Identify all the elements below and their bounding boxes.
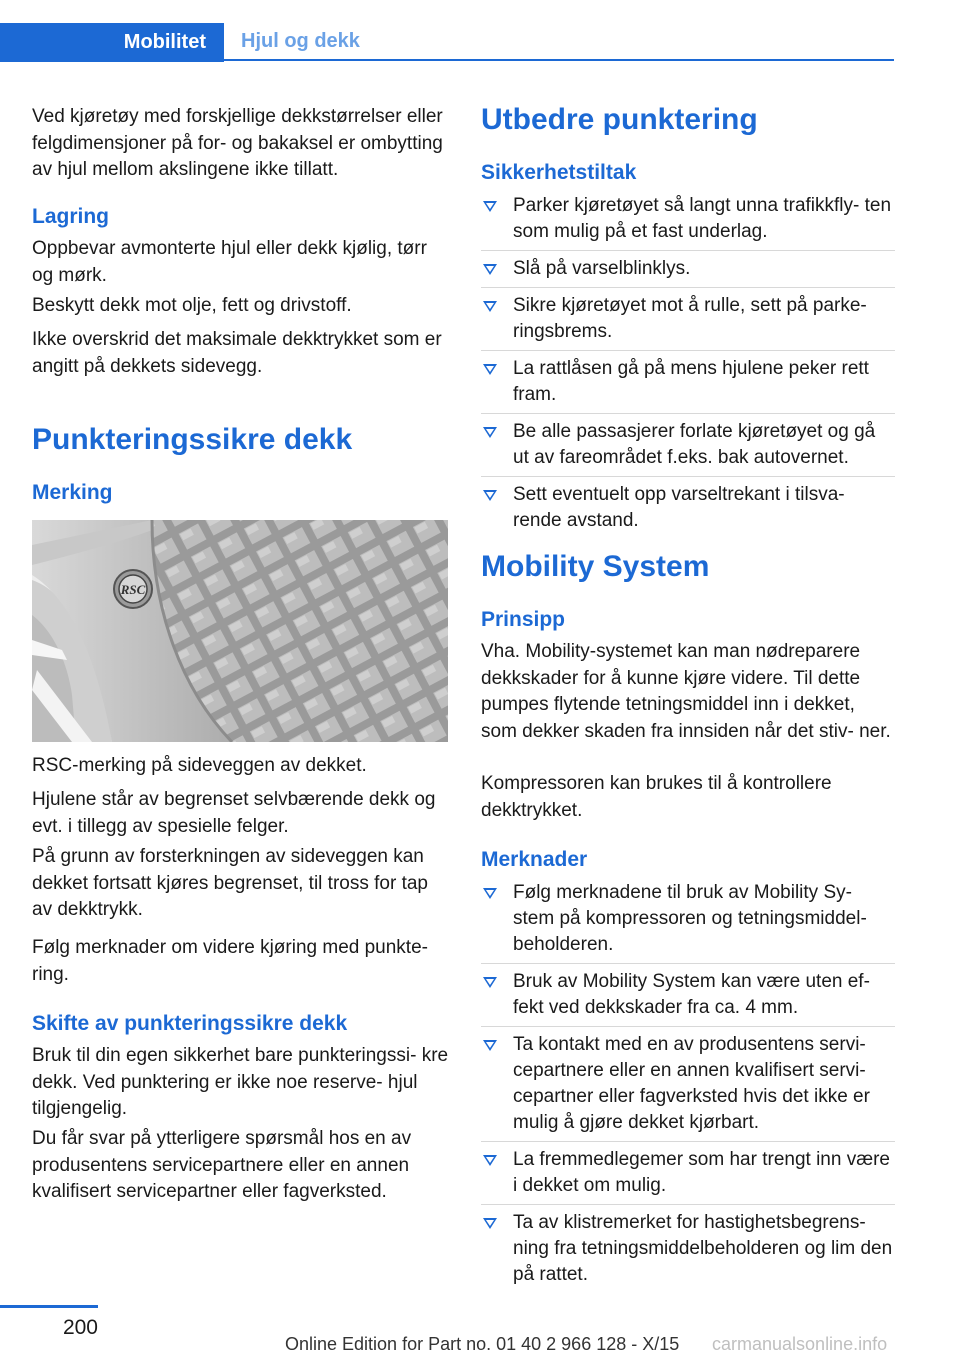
image-caption: RSC-merking på sideveggen av dekket.: [32, 755, 367, 776]
paragraph-hjulene: Hjulene står av begrenset selvbærende dekk og evt. i tillegg av spesielle felger.: [32, 789, 436, 837]
triangle-bullet-icon: [483, 490, 497, 501]
list-item: Parker kjøretøyet så langt unna trafikkfly‐ ten som mulig på et fast underlag.: [481, 188, 895, 251]
edition-text: Online Edition for Part no. 01 40 2 966 128 - X/15: [285, 1334, 680, 1354]
heading-lagring: Lagring: [32, 205, 109, 228]
list-item: La rattlåsen gå på mens hjulene peker rett fram.: [481, 351, 895, 414]
watermark-text: carmanualsonline.info: [712, 1334, 888, 1354]
heading-mobility-system: Mobility System: [481, 550, 710, 583]
triangle-bullet-icon: [483, 264, 497, 275]
list-item: Følg merknadene til bruk av Mobility Sy‐ stem på kompressoren og tetningsmiddel‐ beholderen.: [481, 875, 895, 964]
paragraph-pa-grunn: På grunn av forsterkningen av sideveggen kan dekket fortsatt kjøres begrenset, til tross for tap av dekktrykk.: [32, 846, 428, 920]
lagring-paragraph-1: Oppbevar avmonterte hjul eller dekk kjølig, tørr og mørk.: [32, 238, 427, 286]
lagring-paragraph-3: Ikke overskrid det maksimale dekktrykket som er angitt på dekkets sidevegg.: [32, 329, 442, 377]
paragraph-bruk: Bruk til din egen sikkerhet bare punkteringssi‐ kre dekk. Ved punktering er ikke noe reserve‐ hjul tilgjengelig.: [32, 1045, 449, 1119]
subsection-title: Hjul og dekk: [241, 30, 360, 52]
heading-merking: Merking: [32, 481, 113, 504]
svg-text:RSC: RSC: [120, 582, 146, 597]
rsc-tire-image: [32, 520, 448, 742]
list-item: Sett eventuelt opp varseltrekant i tilsva‐ rende avstand.: [481, 477, 895, 539]
heading-punkteringssikre-dekk: Punkteringssikre dekk: [32, 423, 353, 456]
triangle-bullet-icon: [483, 1040, 497, 1051]
rsc-logo: [114, 570, 152, 608]
footer-rule: [0, 1305, 98, 1308]
list-item: La fremmedlegemer som har trengt inn være i dekket om mulig.: [481, 1142, 895, 1205]
triangle-bullet-icon: [483, 977, 497, 988]
section-tab-mobilitet: [0, 23, 224, 62]
paragraph-folg-merknader: Følg merknader om videre kjøring med punkte‐ ring.: [32, 937, 428, 985]
list-item: Slå på varselblinklys.: [481, 251, 895, 288]
heading-merknader: Merknader: [481, 848, 588, 871]
triangle-bullet-icon: [483, 888, 497, 899]
heading-prinsipp: Prinsipp: [481, 608, 566, 631]
paragraph-kompressoren: Kompressoren kan brukes til å kontrollere dekktrykket.: [481, 773, 832, 821]
triangle-bullet-icon: [483, 427, 497, 438]
page-number: 200: [62, 1316, 98, 1339]
header-rule: [224, 59, 894, 61]
intro-paragraph: Ved kjøretøy med forskjellige dekkstørrelser eller felgdimensjoner på for- og bakaksel er ombytting av hjul mellom akslingene ikke tillatt.: [32, 106, 443, 180]
triangle-bullet-icon: [483, 201, 497, 212]
triangle-bullet-icon: [483, 1218, 497, 1229]
triangle-bullet-icon: [483, 301, 497, 312]
list-item: Ta av klistremerket for hastighetsbegrens‐ ning fra tetningsmiddelbeholderen og lim den på rattet.: [481, 1205, 895, 1293]
sikkerhetstiltak-list: [481, 188, 895, 539]
list-item: Sikre kjøretøyet mot å rulle, sett på parke‐ ringsbrems.: [481, 288, 895, 351]
paragraph-vha: Vha. Mobility-systemet kan man nødreparere dekkskader for å kunne kjøre videre. Til dette pumpes flytende tetningsmiddel inn i dekket, som dekker skaden fra innsiden når det stiv‐ ner.: [481, 641, 891, 742]
section-tab-label: Mobilitet: [123, 31, 206, 53]
list-item: Be alle passasjerer forlate kjøretøyet og gå ut av fareområdet f.eks. bak autovernet.: [481, 414, 895, 477]
merknader-list: [481, 875, 895, 1293]
list-item: Ta kontakt med en av produsentens servi‐ cepartnere eller en annen kvalifisert servi‐ cepartner eller fagverksted hvis det ikke er mulig å gjøre dekket kjørbart.: [481, 1027, 895, 1142]
triangle-bullet-icon: [483, 364, 497, 375]
paragraph-du-far: Du får svar på ytterligere spørsmål hos en av produsentens servicepartnere eller en annen kvalifisert servicepartner eller fagverksted.: [32, 1128, 412, 1202]
heading-sikkerhetstiltak: Sikkerhetstiltak: [481, 161, 637, 184]
lagring-paragraph-2: Beskytt dekk mot olje, fett og drivstoff.: [32, 295, 352, 316]
triangle-bullet-icon: [483, 1155, 497, 1166]
heading-skifte: Skifte av punkteringssikre dekk: [32, 1012, 348, 1035]
list-item: Bruk av Mobility System kan være uten ef‐ fekt ved dekkskader fra ca. 4 mm.: [481, 964, 895, 1027]
heading-utbedre-punktering: Utbedre punktering: [481, 103, 758, 136]
